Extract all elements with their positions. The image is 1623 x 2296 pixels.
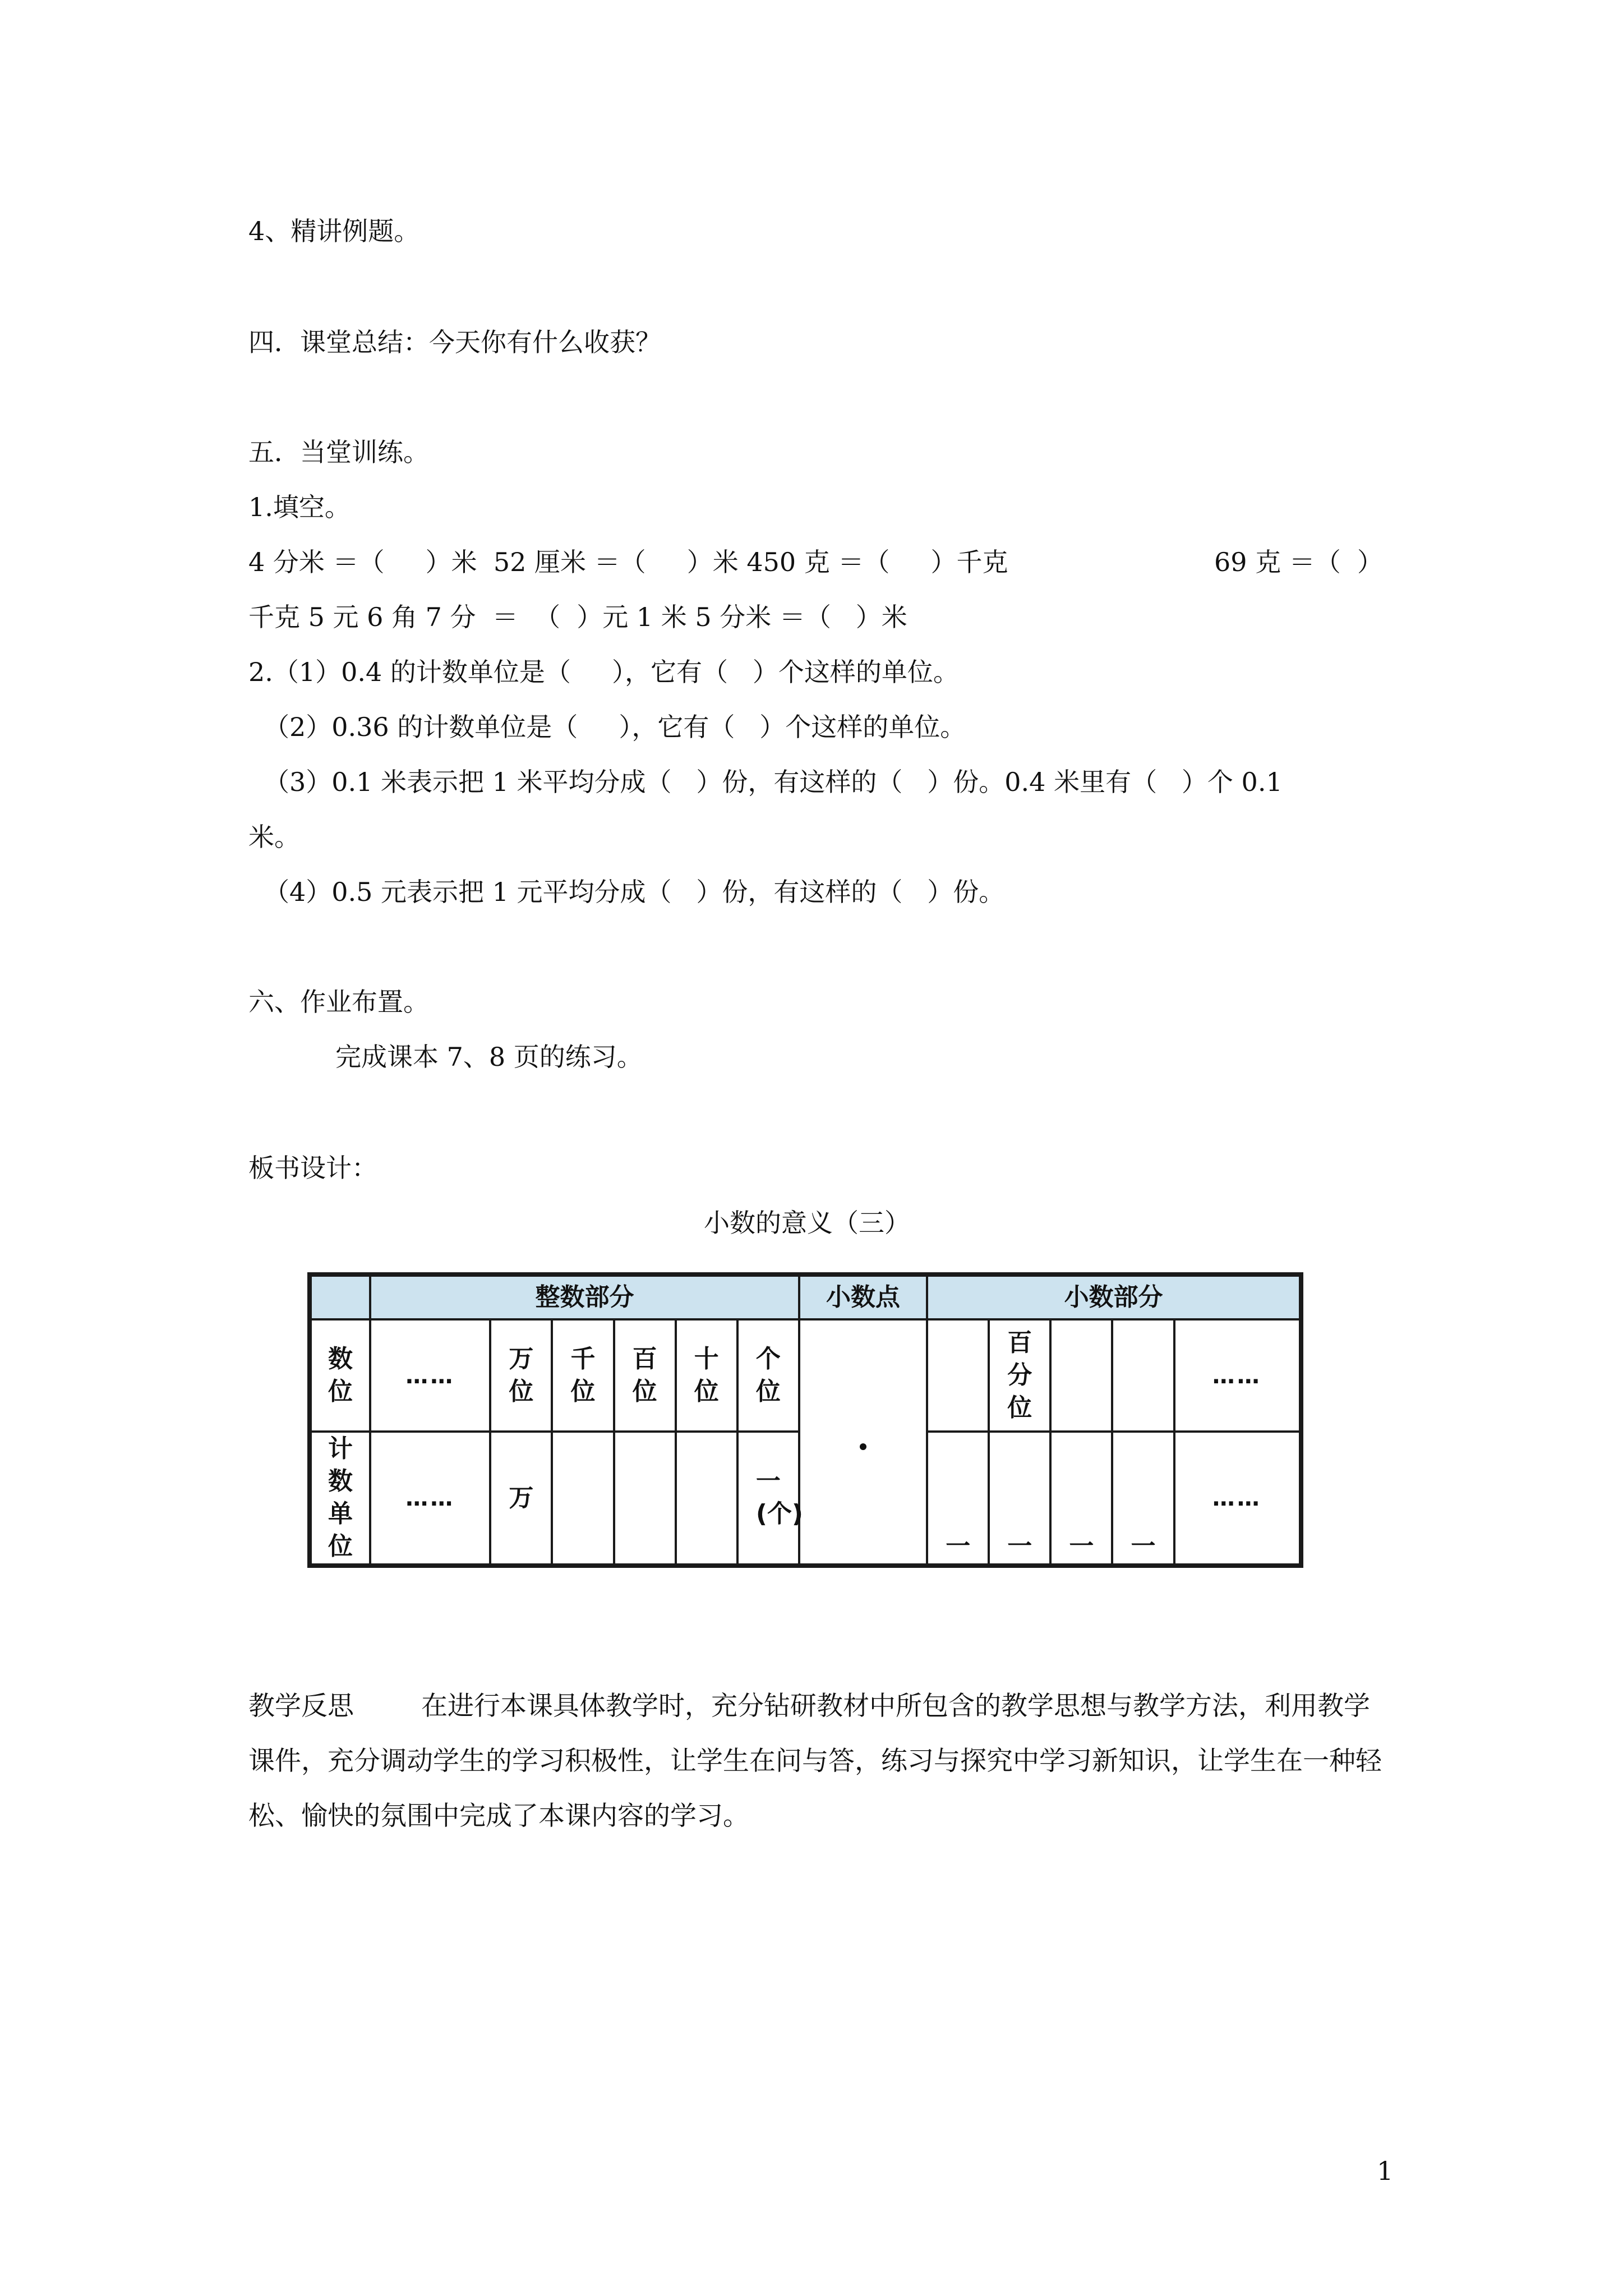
table-cell: ……: [1174, 1432, 1301, 1566]
text-line: 千克 5 元 6 角 7 分 ＝ （ ）元 1 米 5 分米 ＝（ ）米: [248, 602, 907, 632]
table-cell: [1050, 1319, 1112, 1432]
text-line: 4、精讲例题。: [248, 216, 420, 246]
table-corner: [310, 1274, 370, 1319]
text-line: （4）0.5 元表示把 1 元平均分成（ ）份，有这样的（ ）份。: [264, 877, 1005, 907]
table-cell: [614, 1432, 676, 1566]
table-cell: 万: [490, 1432, 552, 1566]
table-cell: [1112, 1319, 1174, 1432]
decimal-point-cell: [799, 1319, 927, 1566]
decimal-point-icon: [860, 1443, 866, 1450]
table-cell: ……: [1174, 1319, 1301, 1432]
table-cell: 万位: [490, 1319, 552, 1432]
reflection-label: 教学反思: [248, 1691, 354, 1722]
section-heading: 五．当堂训练。: [248, 437, 429, 467]
row-label-place: 数位: [310, 1319, 370, 1432]
table-cell: 个位: [737, 1319, 799, 1432]
table-cell: 一(个): [737, 1432, 799, 1566]
place-value-table: [307, 1272, 1303, 1568]
text-line: 69 克 ＝（ ）: [1214, 547, 1384, 577]
integer-part-header: 整数部分: [370, 1274, 799, 1319]
reflection-text: 在进行本课具体教学时，充分钻研教材中所包含的教学思想与教学方法，利用教学课件，充分调动学生的学习积极性，让学生在问与答，练习与探究中学习新知识，让学生在一种轻松、愉快的氛围中完成了本课内容的学习。: [248, 1691, 1382, 1832]
table-cell: 一: [1112, 1432, 1174, 1566]
table-cell: [552, 1432, 614, 1566]
text-line: 米。: [248, 822, 300, 852]
table-cell: [676, 1432, 737, 1566]
table-cell: ……: [370, 1432, 490, 1566]
text-line: 4 分米 ＝（ ）米 52 厘米 ＝（ ）米 450 克 ＝（ ）千克: [248, 547, 1008, 577]
text-line: 板书设计：: [248, 1153, 377, 1183]
text-line: （2）0.36 的计数单位是（ ），它有（ ）个这样的单位。: [264, 712, 966, 742]
reflection-paragraph: [248, 1679, 1393, 1844]
table-cell: 千位: [552, 1319, 614, 1432]
table-cell: 一: [927, 1432, 989, 1566]
table-cell: 百分位: [989, 1319, 1050, 1432]
text-line: 1.填空。: [248, 492, 351, 522]
table-cell: 一: [1050, 1432, 1112, 1566]
decimal-part-header: 小数部分: [927, 1274, 1301, 1319]
table-cell: 百位: [614, 1319, 676, 1432]
table-cell: 十位: [676, 1319, 737, 1432]
text-line: （3）0.1 米表示把 1 米平均分成（ ）份，有这样的（ ）份。0.4 米里有（ ）个 0.1: [264, 767, 1283, 797]
page-number: 1: [1377, 2156, 1394, 2186]
section-heading: 六、作业布置。: [248, 987, 429, 1017]
section-heading: 四．课堂总结：今天你有什么收获？: [248, 327, 661, 357]
text-line: 完成课本 7、8 页的练习。: [335, 1042, 643, 1072]
table-cell: 一: [989, 1432, 1050, 1566]
text-line: 2.（1）0.4 的计数单位是（ ），它有（ ）个这样的单位。: [248, 657, 959, 687]
decimal-point-header: 小数点: [799, 1274, 927, 1319]
table-cell: ……: [370, 1319, 490, 1432]
row-label-unit: 计数单位: [310, 1432, 370, 1566]
table-cell: [927, 1319, 989, 1432]
board-title: 小数的意义（三）: [704, 1208, 910, 1238]
